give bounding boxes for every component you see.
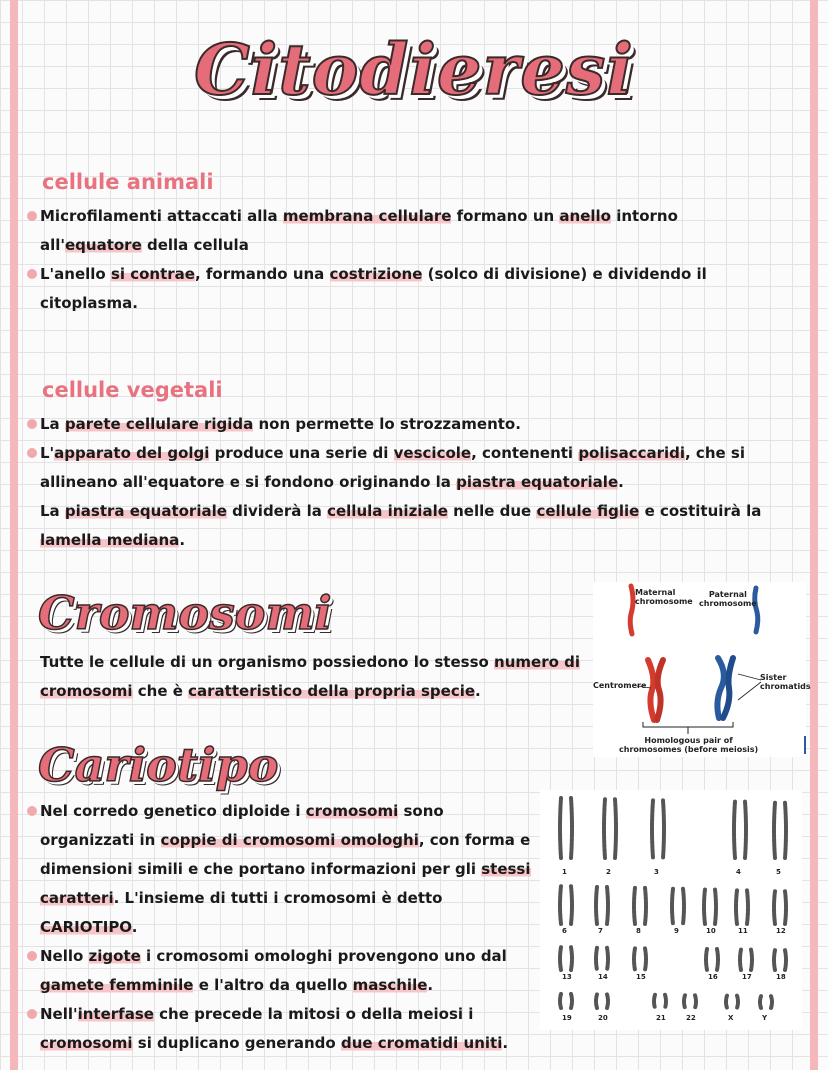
chromosome-11-a xyxy=(736,890,737,924)
text-segment: . xyxy=(502,1034,509,1052)
chromosome-12-a xyxy=(774,891,775,924)
karyotype-label: 9 xyxy=(674,927,679,935)
maternal-label: Maternal chromosome xyxy=(635,588,693,606)
text-segment: La xyxy=(40,502,65,520)
highlighted-text: vescicole xyxy=(393,444,472,462)
text-segment: L' xyxy=(40,444,55,462)
plant-list xyxy=(40,410,785,555)
chromosome-12-b xyxy=(785,891,786,924)
chromosome-X-a xyxy=(726,996,727,1008)
chromosome-21-a xyxy=(654,995,655,1008)
karyotype-label: 1 xyxy=(562,868,567,876)
highlighted-text: coppie di cromosomi omologhi xyxy=(160,831,419,849)
text-segment: che è xyxy=(132,682,189,700)
chromosome-15-b xyxy=(645,948,646,970)
text-segment: Nel corredo genetico diploide i xyxy=(40,802,306,820)
cromosomi-text-block xyxy=(40,648,588,706)
highlighted-text: apparato del golgi xyxy=(54,444,210,462)
text-segment: , formando una xyxy=(194,265,330,283)
karyotype-label: 15 xyxy=(636,973,646,981)
chromosome-17-b xyxy=(751,950,752,970)
text-segment: sono organizzati in xyxy=(40,802,444,849)
text-segment: i cromosomi omologhi provengono uno dal xyxy=(140,947,507,965)
karyotype-label: 3 xyxy=(654,868,659,876)
chromosome-16-a xyxy=(706,949,707,970)
chromosome-15-a xyxy=(634,948,635,970)
highlighted-text: equatore xyxy=(65,236,142,254)
maternal-pair xyxy=(648,660,663,720)
chromosome-11-b xyxy=(747,890,748,924)
text-segment: . xyxy=(618,473,624,491)
highlighted-text: piastra equatoriale xyxy=(456,473,619,491)
chromosome-1-a xyxy=(560,798,561,858)
text-segment: L'anello xyxy=(40,265,111,283)
highlighted-text: cellula iniziale xyxy=(327,502,448,520)
chromosome-14-b xyxy=(607,948,608,970)
karyotype-label: 5 xyxy=(776,868,781,876)
highlighted-text: costrizione xyxy=(329,265,423,283)
chromosome-10-b xyxy=(715,890,716,924)
chromosome-6-a xyxy=(560,886,561,924)
left-margin-line xyxy=(10,0,18,1070)
chromosome-3-a xyxy=(652,800,653,858)
highlighted-text: zigote xyxy=(88,947,141,965)
text-segment: , che si allineano all'equatore e si fondono originando la xyxy=(40,444,745,491)
karyotype-label: 4 xyxy=(736,868,741,876)
karyotype-label: 6 xyxy=(562,927,567,935)
text-segment: della cellula xyxy=(141,236,249,254)
text-segment: intorno all' xyxy=(40,207,678,254)
chromosome-X-b xyxy=(737,996,738,1008)
chromosome-20-b xyxy=(607,994,608,1008)
text-segment: , contenenti xyxy=(471,444,579,462)
highlighted-text: maschile xyxy=(352,976,428,994)
karyotype-label: 12 xyxy=(776,927,786,935)
karyotype-label: 8 xyxy=(636,927,641,935)
highlighted-text: si contrae xyxy=(110,265,195,283)
text-segment: Nello xyxy=(40,947,89,965)
cariotipo-heading: Cariotipo xyxy=(38,738,279,792)
plant-item-1 xyxy=(40,410,785,439)
text-segment: e costituirà la xyxy=(639,502,762,520)
chromosome-2-b xyxy=(615,799,616,858)
karyotype-chromosomes xyxy=(540,790,802,1030)
text-segment: . L'insieme di tutti i cromosomi è detto xyxy=(113,889,443,907)
chromosome-18-a xyxy=(774,950,775,970)
highlighted-text: caratteristico della propria specie xyxy=(188,682,476,700)
animal-list xyxy=(40,202,770,318)
text-segment: nelle due xyxy=(447,502,537,520)
highlighted-text: membrana cellulare xyxy=(282,207,452,225)
karyotype-label: 19 xyxy=(562,1014,572,1022)
text-segment: produce una serie di xyxy=(209,444,394,462)
centromere-label: Centromere xyxy=(593,681,647,690)
chromosome-18-b xyxy=(785,950,786,970)
chromosome-1-b xyxy=(571,798,572,858)
karyotype-label: X xyxy=(728,1014,734,1022)
text-segment: (solco di divisione) e dividendo il citoplasma. xyxy=(40,265,707,312)
chromosome-14-a xyxy=(596,948,597,970)
text-segment: Microfilamenti attaccati alla xyxy=(40,207,283,225)
karyotype-label: 20 xyxy=(598,1014,608,1022)
karyotype-label: 21 xyxy=(656,1014,666,1022)
cariotipo-item-3 xyxy=(40,1000,534,1058)
karyotype-label: 14 xyxy=(598,973,608,981)
karyotype-label: 16 xyxy=(708,973,718,981)
cariotipo-item-2 xyxy=(40,942,534,1000)
cromosomi-heading: Cromosomi xyxy=(38,586,332,640)
text-segment: Tutte le cellule di un organismo possiedono lo stesso xyxy=(40,653,495,671)
text-segment: formano un xyxy=(451,207,560,225)
maternal-chromosome xyxy=(630,586,633,634)
text-segment: dividerà la xyxy=(226,502,328,520)
chromosome-9-a xyxy=(672,889,673,924)
text-segment: e l'altro da quello xyxy=(193,976,353,994)
chromosome-22-a xyxy=(684,995,685,1008)
text-segment: . xyxy=(427,976,434,994)
chromosome-13-b xyxy=(571,947,572,970)
plant-item-2 xyxy=(40,439,785,497)
text-segment: Nell' xyxy=(40,1005,78,1023)
highlighted-text: due cromatidi uniti xyxy=(340,1034,503,1052)
chromosome-19-a xyxy=(560,994,561,1008)
text-segment: . xyxy=(179,531,186,549)
karyotype-label: 10 xyxy=(706,927,716,935)
karyotype-label: 18 xyxy=(776,973,786,981)
chromosome-5-b xyxy=(785,803,786,858)
plant-continuation xyxy=(40,497,785,555)
highlighted-text: polisaccaridi xyxy=(578,444,686,462)
animal-heading: cellule animali xyxy=(42,170,214,194)
highlighted-text: interfase xyxy=(77,1005,154,1023)
page-title: Citodieresi xyxy=(194,28,634,111)
chromosome-7-b xyxy=(607,887,608,924)
text-segment: si duplicano generando xyxy=(132,1034,341,1052)
karyotype-label: 7 xyxy=(598,927,603,935)
highlighted-text: gamete femminile xyxy=(40,976,194,994)
chromosome-6-b xyxy=(571,886,572,924)
text-segment: che precede la mitosi o della meiosi i xyxy=(153,1005,474,1023)
highlighted-text: CARIOTIPO xyxy=(40,918,132,936)
highlighted-text: piastra equatoriale xyxy=(64,502,227,520)
chromosome-9-b xyxy=(683,889,684,924)
homologous-label: Homologous pair of chromosomes (before meiosis) xyxy=(619,736,759,754)
chromosome-7-a xyxy=(596,887,597,924)
chromosome-21-b xyxy=(665,995,666,1008)
chromosome-8-a xyxy=(634,888,635,924)
chromosome-3-b xyxy=(663,800,664,858)
highlighted-text: cellule figlie xyxy=(536,502,640,520)
karyotype-label: 22 xyxy=(686,1014,696,1022)
sister-chromatids-label: Sister chromatids xyxy=(760,673,811,691)
text-segment: La xyxy=(40,415,65,433)
highlighted-text: lamella mediana xyxy=(40,531,180,549)
cariotipo-item-1 xyxy=(40,797,534,942)
highlighted-text: stessi caratteri xyxy=(40,860,531,907)
highlighted-text: parete cellulare rigida xyxy=(64,415,254,433)
highlighted-text: numero di cromosomi xyxy=(40,653,581,700)
text-segment: . xyxy=(131,918,138,936)
highlighted-text: cromosomi xyxy=(40,1034,133,1052)
chromosome-20-a xyxy=(596,994,597,1008)
chromosome-figure xyxy=(593,582,811,757)
chromosome-Y-b xyxy=(771,996,772,1008)
karyotype-label: Y xyxy=(762,1014,768,1022)
animal-item-1 xyxy=(40,202,770,260)
text-segment: , con forma e dimensioni simili e che portano informazioni per gli xyxy=(40,831,531,878)
plant-heading: cellule vegetali xyxy=(42,378,223,402)
chromosome-2-a xyxy=(604,799,605,858)
paternal-pair xyxy=(717,658,733,718)
cariotipo-list xyxy=(40,797,534,1058)
chromosome-10-a xyxy=(704,890,705,924)
chromosome-19-b xyxy=(571,994,572,1008)
karyotype-label: 2 xyxy=(606,868,611,876)
chromosome-Y-a xyxy=(760,996,761,1008)
karyotype-label: 17 xyxy=(742,973,752,981)
chromosome-diagram xyxy=(593,582,806,757)
highlighted-text: cromosomi xyxy=(305,802,399,820)
right-margin-line xyxy=(810,0,818,1070)
chromosome-17-a xyxy=(740,950,741,970)
text-segment: non permette lo strozzamento. xyxy=(253,415,521,433)
chromosome-8-b xyxy=(645,888,646,924)
highlighted-text: anello xyxy=(559,207,611,225)
animal-item-2 xyxy=(40,260,770,318)
karyotype-figure xyxy=(540,790,802,1030)
chromosome-4-b xyxy=(745,802,746,858)
chromosome-22-b xyxy=(695,995,696,1008)
karyotype-label: 13 xyxy=(562,973,572,981)
text-segment: . xyxy=(475,682,481,700)
paternal-label: Paternal chromosome xyxy=(699,590,757,608)
cromosomi-text xyxy=(40,648,588,706)
chromosome-16-b xyxy=(717,949,718,970)
chromosome-4-a xyxy=(734,802,735,858)
chromosome-5-a xyxy=(774,803,775,858)
karyotype-label: 11 xyxy=(738,927,748,935)
chromosome-13-a xyxy=(560,947,561,970)
